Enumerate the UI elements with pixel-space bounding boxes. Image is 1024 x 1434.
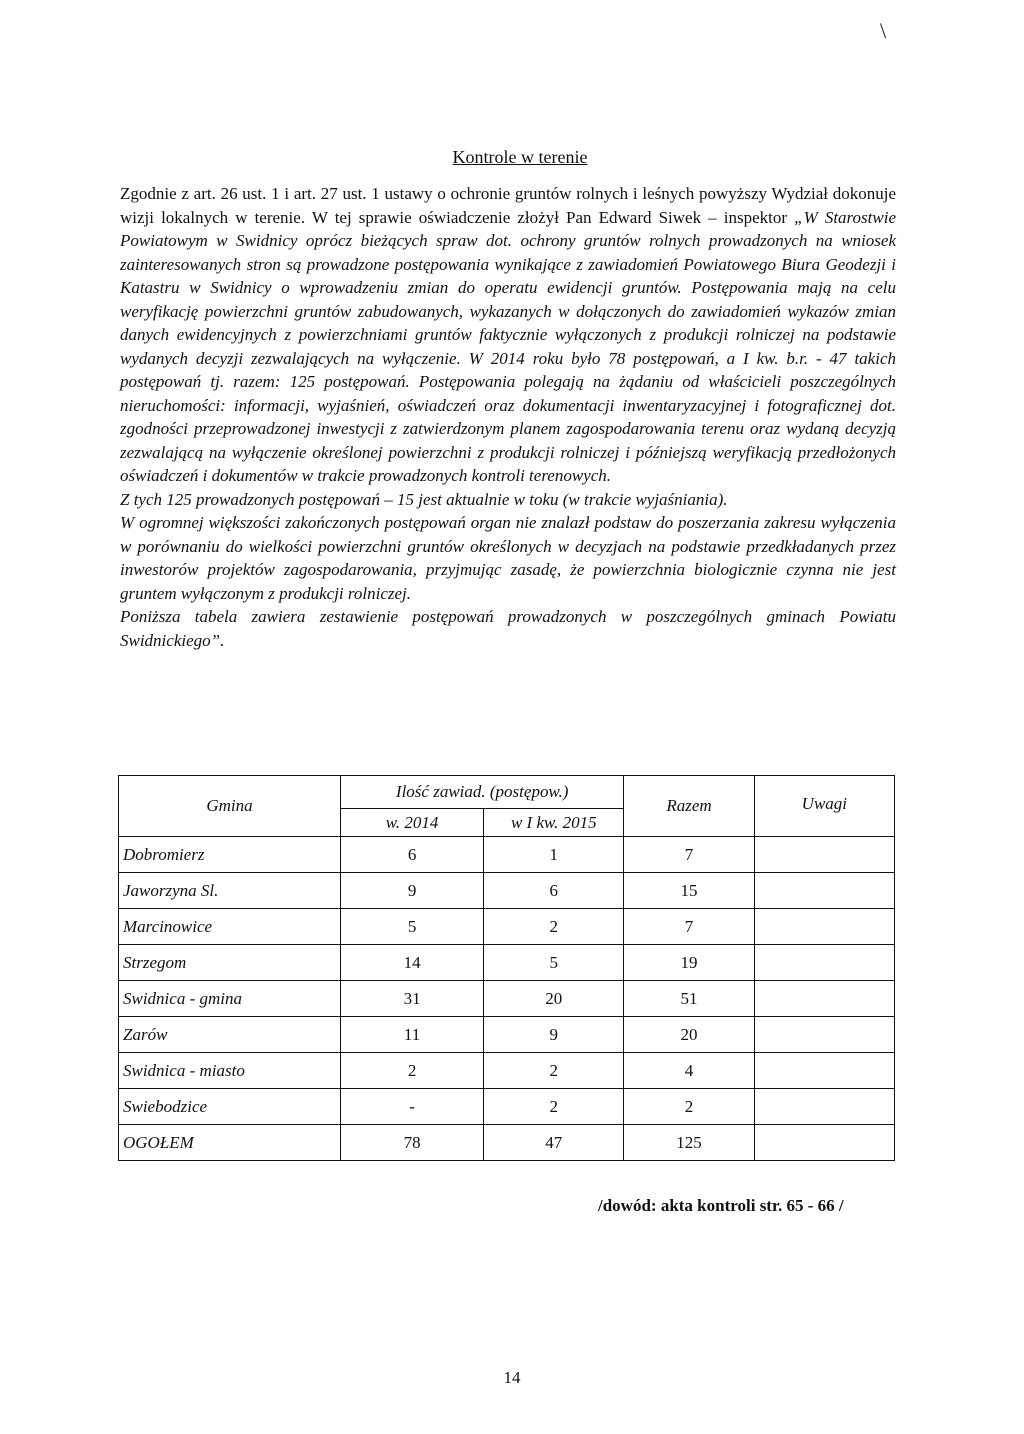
cell-2014: 11 [340,1017,483,1053]
paragraph: Z tych 125 prowadzonych postępowań – 15 jest aktualnie w toku (w trakcie wyjaśniania). [120,489,728,509]
cell-gmina: Swidnica - gmina [119,981,341,1017]
cell-2014: 14 [340,945,483,981]
header-gmina: Gmina [119,776,341,837]
cell-q1-2015: 2 [484,909,624,945]
cell-2014: - [340,1089,483,1125]
cell-2014: 78 [340,1125,483,1161]
paragraph-regular-text: Zgodnie z art. 26 ust. 1 i art. 27 ust. 1 ustawy o ochronie gruntów rolnych i leśnych powyższy Wydział dokonuje wizji lokalnych w terenie. W tej sprawie oświadczenie złożył Pan Edward Siwek – inspektor [120,184,896,227]
cell-2014: 31 [340,981,483,1017]
body-text [120,182,896,652]
cell-razem: 15 [624,873,754,909]
cell-2014: 6 [340,837,483,873]
cell-q1-2015: 2 [484,1053,624,1089]
cell-q1-2015: 6 [484,873,624,909]
cell-razem: 7 [624,909,754,945]
header-2014: w. 2014 [340,809,483,837]
table-row [119,1053,895,1089]
table-row [119,837,895,873]
header-ilosc: Ilość zawiad. (postępow.) [340,776,623,809]
cell-uwagi [754,1089,894,1125]
header-q1-2015: w I kw. 2015 [484,809,624,837]
table-row [119,1017,895,1053]
cell-2014: 5 [340,909,483,945]
cell-gmina: OGOŁEM [119,1125,341,1161]
cell-uwagi [754,873,894,909]
table-row [119,873,895,909]
cell-razem: 20 [624,1017,754,1053]
paragraph: W ogromnej większości zakończonych postępowań organ nie znalazł podstaw do poszerzania zakresu wyłączenia w porównaniu do wielkości powierzchni gruntów określonych w decyzjach na podstawie przedkładanych przez inwestorów projektów zagospodarowania, przyjmując zasadę, że powierzchnia biologicznie czynna nie jest gruntem wyłączonym z produkcji rolniczej. [120,513,896,603]
cell-2014: 2 [340,1053,483,1089]
paragraph [120,182,896,488]
table-row [119,981,895,1017]
cell-razem: 19 [624,945,754,981]
cell-gmina: Swiebodzice [119,1089,341,1125]
cell-uwagi [754,1125,894,1161]
evidence-note: /dowód: akta kontroli str. 65 - 66 / [598,1196,844,1215]
cell-razem: 125 [624,1125,754,1161]
cell-razem: 4 [624,1053,754,1089]
cell-uwagi [754,945,894,981]
page-number: 14 [503,1368,521,1387]
cell-gmina: Zarów [119,1017,341,1053]
cell-q1-2015: 20 [484,981,624,1017]
cell-q1-2015: 47 [484,1125,624,1161]
cell-gmina: Strzegom [119,945,341,981]
cell-gmina: Jaworzyna Sl. [119,873,341,909]
cell-gmina: Dobromierz [119,837,341,873]
cell-2014: 9 [340,873,483,909]
table-row [119,1125,895,1161]
cell-q1-2015: 5 [484,945,624,981]
cell-uwagi [754,909,894,945]
cell-q1-2015: 2 [484,1089,624,1125]
cell-q1-2015: 9 [484,1017,624,1053]
header-razem: Razem [624,776,754,837]
corner-mark: \ [880,18,887,43]
cell-razem: 7 [624,837,754,873]
cell-uwagi [754,1053,894,1089]
table-row [119,1089,895,1125]
header-uwagi: Uwagi [754,776,894,837]
cell-gmina: Swidnica - miasto [119,1053,341,1089]
cell-razem: 2 [624,1089,754,1125]
cell-gmina: Marcinowice [119,909,341,945]
table-header-row [119,776,895,809]
table-row [119,909,895,945]
paragraph-quote-text: „W Starostwie Powiatowym w Swidnicy oprócz bieżących spraw dot. ochrony gruntów rolnych prowadzonych na wniosek zainteresowanych stron są prowadzone postępowania wynikające z zawiadomień Powiatowego Biura Geodezji i Katastru w Swidnicy o wprowadzeniu zmian do operatu ewidencji gruntów. Postępowania mają na celu weryfikację powierzchni gruntów zabudowanych, wykazanych w dołączonych do zawiadomień wykazów zmian danych ewidencyjnych z powierzchniami gruntów faktycznie wyłączonych z produkcji rolniczej na podstawie wydanych decyzji zezwalających na wyłączenie. W 2014 roku było 78 postępowań, a I kw. b.r. - 47 takich postępowań tj. razem: 125 postępowań. Postępowania polegają na żądaniu od właścicieli poszczególnych nieruchomości: informacji, wyjaśnień, oświadczeń oraz dokumentacji inwentaryzacyjnej i fotograficznej dot. zgodności przeprowadzonej inwestycji z zatwierdzonym planem zagospodarowania terenu oraz wydaną decyzją zezwalającą na wyłączenie określonej powierzchni z produkcji rolniczej i późniejszą weryfikacją przedłożonych oświadczeń i dokumentów w trakcie prowadzonych kontroli terenowych. [120,207,896,485]
cell-razem: 51 [624,981,754,1017]
cell-uwagi [754,981,894,1017]
table-row [119,945,895,981]
cell-uwagi [754,837,894,873]
cell-q1-2015: 1 [484,837,624,873]
proceedings-table [118,775,895,1161]
section-title: Kontrole w terenie [452,147,588,167]
cell-uwagi [754,1017,894,1053]
paragraph: Poniższa tabela zawiera zestawienie postępowań prowadzonych w poszczególnych gminach Powiatu Swidnickiego”. [120,607,896,650]
